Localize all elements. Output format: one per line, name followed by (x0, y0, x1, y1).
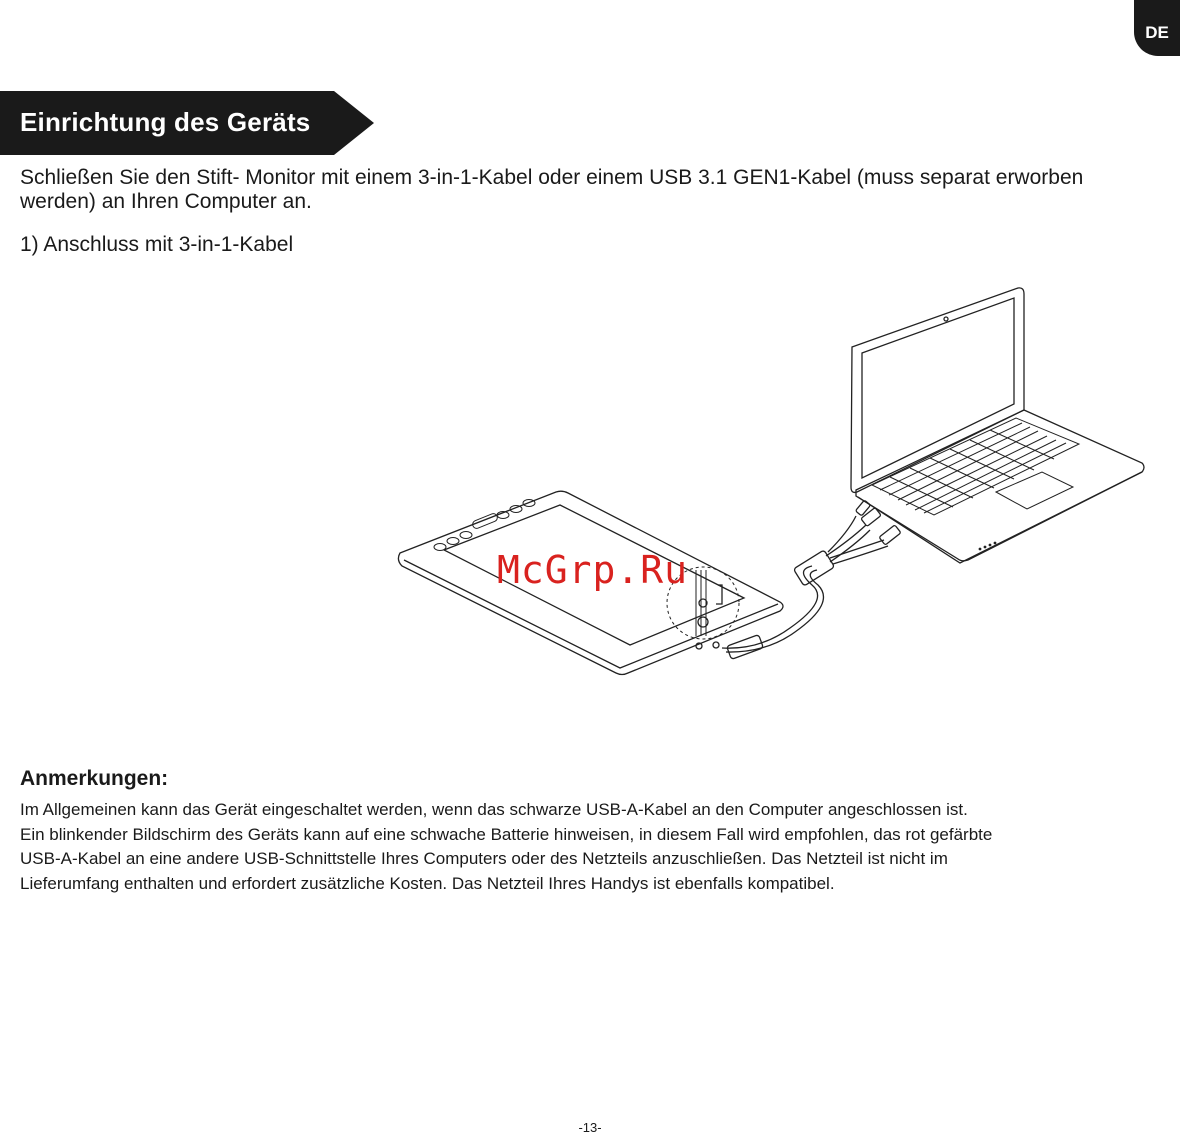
three-in-one-cable-illustration (722, 500, 901, 659)
step-heading: 1) Anschluss mit 3-in-1-Kabel (20, 233, 294, 256)
notes-line: Ein blinkender Bildschirm des Geräts kann auf eine schwache Batterie hinweisen, in diesem Fall wird empfohlen, das rot gefärbte (20, 824, 993, 844)
connection-illustration (390, 280, 1150, 695)
laptop-illustration (851, 288, 1144, 563)
watermark-text: McGrp.Ru (497, 548, 689, 592)
notes-line: Lieferumfang enthalten und erfordert zusätzliche Kosten. Das Netzteil Ihres Handys ist ebenfalls kompatibel. (20, 873, 835, 893)
notes-line: Im Allgemeinen kann das Gerät eingeschaltet werden, wenn das schwarze USB-A-Kabel an den Computer angeschlossen ist. (20, 800, 968, 819)
notes-line: USB-A-Kabel an eine andere USB-Schnittstelle Ihres Computers oder des Netzteils anzuschließen. Das Netzteil ist nicht im (20, 849, 948, 868)
section-title: Einrichtung des Geräts (20, 107, 311, 137)
page-number: -13- (578, 1120, 602, 1135)
section-banner (0, 91, 374, 155)
notes-body (20, 798, 1170, 896)
language-tab: DE (1134, 0, 1180, 56)
notes-title: Anmerkungen: (20, 767, 169, 790)
intro-text: Schließen Sie den Stift- Monitor mit einem 3-in-1-Kabel oder einem USB 3.1 GEN1-Kabel (muss separat erworben werden) an Ihren Computer an. (20, 166, 1084, 213)
